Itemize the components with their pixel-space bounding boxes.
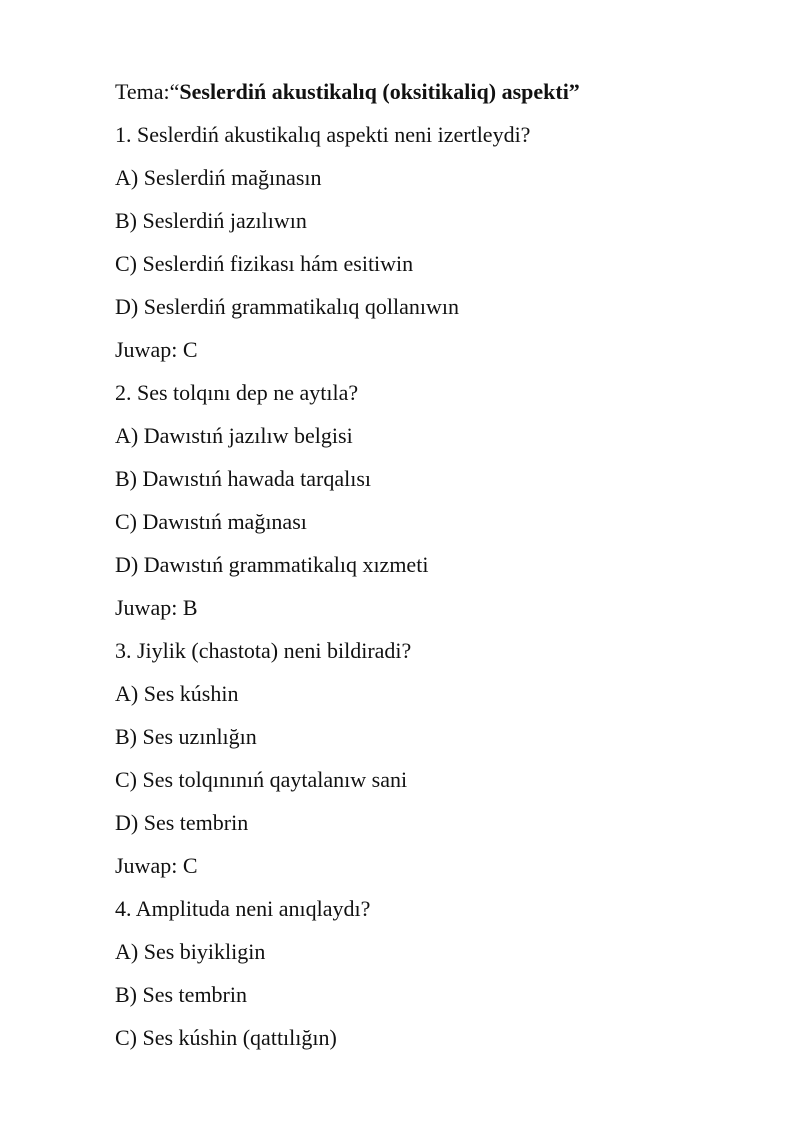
question-2-option-d: D) Dawıstıń grammatikalıq xızmeti <box>115 552 429 577</box>
question-3: 3. Jiylik (chastota) neni bildiradi? <box>115 638 412 663</box>
question-1-option-d: D) Seslerdiń grammatikalıq qollanıwın <box>115 294 459 319</box>
question-3-option-c: C) Ses tolqınınıń qaytalanıw sani <box>115 767 408 792</box>
title-main: Seslerdiń akustikalıq (oksitikaliq) aspekti” <box>179 79 580 104</box>
question-1-option-a: A) Seslerdiń mağınasın <box>115 165 322 190</box>
question-2-option-b: B) Dawıstıń hawada tarqalısı <box>115 466 371 491</box>
question-2-option-a: A) Dawıstıń jazılıw belgisi <box>115 423 353 448</box>
question-2-option-c: C) Dawıstıń mağınası <box>115 509 307 534</box>
question-4: 4. Amplituda neni anıqlaydı? <box>115 896 371 921</box>
question-3-answer: Juwap: C <box>115 853 198 878</box>
question-1: 1. Seslerdiń akustikalıq aspekti neni izertleydi? <box>115 122 531 147</box>
question-1-option-c: C) Seslerdiń fizikası hám esitiwin <box>115 251 414 276</box>
question-4-option-c: C) Ses kúshin (qattılığın) <box>115 1025 337 1050</box>
document-page <box>115 76 755 1065</box>
question-2-answer: Juwap: B <box>115 595 198 620</box>
question-3-option-d: D) Ses tembrin <box>115 810 249 835</box>
question-2: 2. Ses tolqını dep ne aytıla? <box>115 380 359 405</box>
question-3-option-b: B) Ses uzınlığın <box>115 724 257 749</box>
question-3-option-a: A) Ses kúshin <box>115 681 239 706</box>
title-prefix: Tema:“ <box>115 79 180 104</box>
question-1-answer: Juwap: C <box>115 337 198 362</box>
document-title <box>115 76 755 119</box>
question-4-option-a: A) Ses biyikligin <box>115 939 266 964</box>
question-1-option-b: B) Seslerdiń jazılıwın <box>115 208 307 233</box>
question-4-option-b: B) Ses tembrin <box>115 982 247 1007</box>
